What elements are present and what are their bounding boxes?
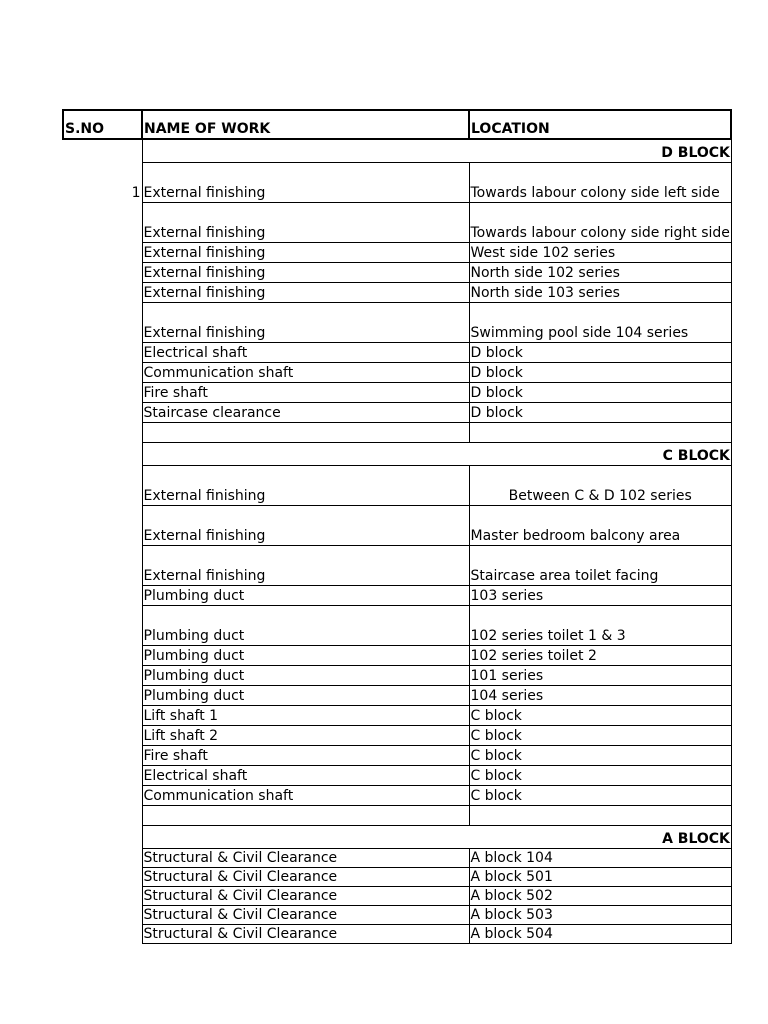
sno-cell: [63, 705, 142, 725]
table-row: [63, 422, 731, 442]
location-cell: [469, 805, 731, 825]
location-cell: A block 502: [469, 886, 731, 905]
location-cell: 103 series: [469, 585, 731, 605]
table-row: [63, 505, 731, 545]
table-row: [63, 262, 731, 282]
section-title: A BLOCK: [142, 825, 731, 848]
work-cell: Plumbing duct: [142, 585, 469, 605]
location-cell: A block 104: [469, 848, 731, 867]
sno-cell: [63, 382, 142, 402]
sno-cell: [63, 765, 142, 785]
sno-cell: [63, 262, 142, 282]
header-row: [63, 110, 731, 139]
section-sno-cell: [63, 139, 142, 162]
work-cell: Structural & Civil Clearance: [142, 867, 469, 886]
table-row: [63, 725, 731, 745]
section-sno-cell: [63, 442, 142, 465]
sno-cell: [63, 785, 142, 805]
work-cell: Fire shaft: [142, 382, 469, 402]
location-cell: C block: [469, 765, 731, 785]
work-schedule-table: [62, 109, 732, 944]
table-row: [63, 886, 731, 905]
table-row: [63, 242, 731, 262]
section-title: D BLOCK: [142, 139, 731, 162]
location-cell: C block: [469, 745, 731, 765]
location-cell: North side 102 series: [469, 262, 731, 282]
header-sno: S.NO: [63, 110, 142, 139]
sno-cell: [63, 202, 142, 242]
location-cell: D block: [469, 342, 731, 362]
location-cell: Master bedroom balcony area: [469, 505, 731, 545]
table-row: [63, 905, 731, 924]
sno-cell: [63, 886, 142, 905]
section-sno-cell: [63, 825, 142, 848]
location-cell: 101 series: [469, 665, 731, 685]
sno-cell: [63, 665, 142, 685]
work-cell: Staircase clearance: [142, 402, 469, 422]
sno-cell: [63, 545, 142, 585]
work-cell: External finishing: [142, 505, 469, 545]
table-row: [63, 745, 731, 765]
location-cell: Staircase area toilet facing: [469, 545, 731, 585]
sno-cell: [63, 465, 142, 505]
work-cell: Fire shaft: [142, 745, 469, 765]
work-cell: Communication shaft: [142, 785, 469, 805]
sno-cell: [63, 685, 142, 705]
table-row: [63, 202, 731, 242]
work-cell: External finishing: [142, 282, 469, 302]
sno-cell: [63, 745, 142, 765]
location-cell: North side 103 series: [469, 282, 731, 302]
sno-cell: [63, 848, 142, 867]
work-cell: Plumbing duct: [142, 685, 469, 705]
section-row: [63, 825, 731, 848]
sno-cell: [63, 282, 142, 302]
table-row: [63, 402, 731, 422]
sno-cell: [63, 585, 142, 605]
section-title: C BLOCK: [142, 442, 731, 465]
work-cell: External finishing: [142, 242, 469, 262]
location-cell: D block: [469, 362, 731, 382]
table-row: [63, 645, 731, 665]
sno-cell: [63, 805, 142, 825]
table-row: [63, 302, 731, 342]
sno-cell: [63, 905, 142, 924]
table-row: [63, 924, 731, 943]
location-cell: West side 102 series: [469, 242, 731, 262]
work-cell: External finishing: [142, 545, 469, 585]
sno-cell: [63, 362, 142, 382]
work-cell: Structural & Civil Clearance: [142, 924, 469, 943]
sno-cell: [63, 302, 142, 342]
sno-cell: [63, 867, 142, 886]
table-row: [63, 605, 731, 645]
work-cell: Communication shaft: [142, 362, 469, 382]
sno-cell: [63, 422, 142, 442]
table-row: [63, 585, 731, 605]
location-cell: Swimming pool side 104 series: [469, 302, 731, 342]
location-cell: A block 501: [469, 867, 731, 886]
table-row: [63, 805, 731, 825]
sno-cell: [63, 342, 142, 362]
work-cell: Structural & Civil Clearance: [142, 848, 469, 867]
header-name-of-work: NAME OF WORK: [142, 110, 469, 139]
sno-cell: [63, 645, 142, 665]
sno-cell: [63, 725, 142, 745]
location-cell: A block 504: [469, 924, 731, 943]
location-cell: Between C & D 102 series: [469, 465, 731, 505]
sno-cell: 1: [131, 185, 141, 201]
sno-cell: [63, 505, 142, 545]
table-row: [63, 848, 731, 867]
location-cell: 104 series: [469, 685, 731, 705]
table-row: [63, 765, 731, 785]
table-row: [63, 465, 731, 505]
location-cell: D block: [469, 402, 731, 422]
table-row: [63, 362, 731, 382]
work-cell: Lift shaft 2: [142, 725, 469, 745]
work-cell: Electrical shaft: [142, 342, 469, 362]
sno-cell: [63, 402, 142, 422]
work-cell: External finishing: [142, 202, 469, 242]
table-row: [63, 785, 731, 805]
table-row: [63, 282, 731, 302]
table-row: [63, 867, 731, 886]
work-cell: Lift shaft 1: [142, 705, 469, 725]
table-body: [63, 110, 731, 943]
location-cell: C block: [469, 725, 731, 745]
work-cell: External finishing: [142, 262, 469, 282]
location-cell: Towards labour colony side right side: [469, 202, 731, 242]
table-row: [63, 705, 731, 725]
location-cell: D block: [469, 382, 731, 402]
sno-cell: [63, 242, 142, 262]
work-cell: [142, 805, 469, 825]
table-row: [63, 665, 731, 685]
work-cell: Plumbing duct: [142, 645, 469, 665]
work-cell: External finishing: [142, 162, 469, 202]
work-cell: External finishing: [142, 302, 469, 342]
sno-cell: [63, 924, 142, 943]
work-cell: External finishing: [142, 465, 469, 505]
work-cell: Structural & Civil Clearance: [142, 905, 469, 924]
work-cell: [142, 422, 469, 442]
work-cell: Structural & Civil Clearance: [142, 886, 469, 905]
table-row: [63, 162, 731, 202]
work-cell: Electrical shaft: [142, 765, 469, 785]
location-cell: 102 series toilet 1 & 3: [469, 605, 731, 645]
section-row: [63, 139, 731, 162]
location-cell: [469, 422, 731, 442]
work-cell: Plumbing duct: [142, 665, 469, 685]
sno-cell: [63, 605, 142, 645]
location-cell: C block: [469, 705, 731, 725]
table-row: [63, 342, 731, 362]
table-row: [63, 382, 731, 402]
work-cell: Plumbing duct: [142, 605, 469, 645]
location-cell: A block 503: [469, 905, 731, 924]
location-cell: Towards labour colony side left side: [469, 162, 731, 202]
location-cell: C block: [469, 785, 731, 805]
section-row: [63, 442, 731, 465]
header-location: LOCATION: [469, 110, 731, 139]
location-cell: 102 series toilet 2: [469, 645, 731, 665]
table-row: [63, 685, 731, 705]
table-row: [63, 545, 731, 585]
